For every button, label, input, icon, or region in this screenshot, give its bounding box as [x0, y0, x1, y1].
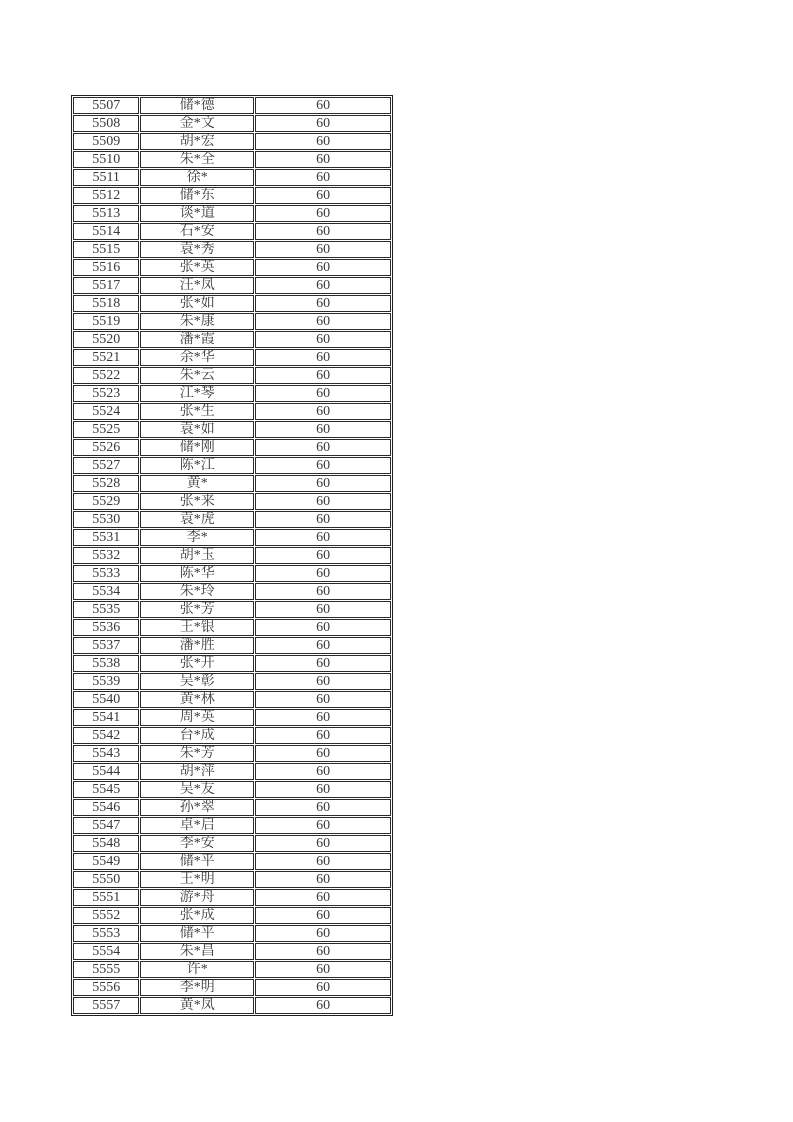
- cell-name: 储*平: [140, 925, 254, 942]
- table-row: [73, 979, 391, 996]
- cell-score: 60: [255, 529, 391, 546]
- cell-id: 5530: [73, 511, 139, 528]
- table-row: [73, 709, 391, 726]
- cell-score: 60: [255, 997, 391, 1014]
- cell-id: 5543: [73, 745, 139, 762]
- cell-score: 60: [255, 151, 391, 168]
- cell-id: 5534: [73, 583, 139, 600]
- table-row: [73, 565, 391, 582]
- cell-name: 徐*: [140, 169, 254, 186]
- cell-id: 5544: [73, 763, 139, 780]
- cell-id: 5516: [73, 259, 139, 276]
- cell-id: 5551: [73, 889, 139, 906]
- table-row: [73, 781, 391, 798]
- table-row: [73, 295, 391, 312]
- cell-name: 张*来: [140, 493, 254, 510]
- table-row: [73, 133, 391, 150]
- table-row: [73, 763, 391, 780]
- table-row: [73, 169, 391, 186]
- cell-id: 5557: [73, 997, 139, 1014]
- cell-id: 5517: [73, 277, 139, 294]
- cell-score: 60: [255, 241, 391, 258]
- cell-score: 60: [255, 781, 391, 798]
- cell-score: 60: [255, 691, 391, 708]
- cell-id: 5546: [73, 799, 139, 816]
- table-row: [73, 277, 391, 294]
- cell-name: 储*德: [140, 97, 254, 114]
- table-row: [73, 367, 391, 384]
- cell-id: 5509: [73, 133, 139, 150]
- cell-id: 5525: [73, 421, 139, 438]
- table-row: [73, 241, 391, 258]
- cell-score: 60: [255, 979, 391, 996]
- cell-id: 5538: [73, 655, 139, 672]
- cell-score: 60: [255, 709, 391, 726]
- table-row: [73, 349, 391, 366]
- table-row: [73, 547, 391, 564]
- cell-score: 60: [255, 583, 391, 600]
- cell-name: 胡*萍: [140, 763, 254, 780]
- cell-name: 陈*华: [140, 565, 254, 582]
- cell-score: 60: [255, 349, 391, 366]
- cell-score: 60: [255, 763, 391, 780]
- cell-id: 5511: [73, 169, 139, 186]
- table-row: [73, 853, 391, 870]
- cell-score: 60: [255, 907, 391, 924]
- cell-score: 60: [255, 115, 391, 132]
- cell-id: 5547: [73, 817, 139, 834]
- table-row: [73, 907, 391, 924]
- table-row: [73, 925, 391, 942]
- cell-name: 张*生: [140, 403, 254, 420]
- cell-id: 5524: [73, 403, 139, 420]
- table-row: [73, 385, 391, 402]
- cell-id: 5539: [73, 673, 139, 690]
- cell-id: 5528: [73, 475, 139, 492]
- cell-score: 60: [255, 331, 391, 348]
- cell-id: 5535: [73, 601, 139, 618]
- cell-id: 5527: [73, 457, 139, 474]
- cell-name: 江*琴: [140, 385, 254, 402]
- table-row: [73, 799, 391, 816]
- cell-id: 5519: [73, 313, 139, 330]
- cell-name: 金*文: [140, 115, 254, 132]
- cell-id: 5548: [73, 835, 139, 852]
- cell-score: 60: [255, 673, 391, 690]
- cell-score: 60: [255, 925, 391, 942]
- cell-name: 孙*翠: [140, 799, 254, 816]
- table-row: [73, 187, 391, 204]
- cell-name: 张*芳: [140, 601, 254, 618]
- cell-score: 60: [255, 799, 391, 816]
- cell-id: 5536: [73, 619, 139, 636]
- cell-id: 5512: [73, 187, 139, 204]
- cell-name: 袁*虎: [140, 511, 254, 528]
- table-row: [73, 403, 391, 420]
- cell-score: 60: [255, 637, 391, 654]
- cell-id: 5552: [73, 907, 139, 924]
- cell-score: 60: [255, 421, 391, 438]
- cell-score: 60: [255, 853, 391, 870]
- cell-name: 陈*江: [140, 457, 254, 474]
- cell-name: 黄*林: [140, 691, 254, 708]
- table-row: [73, 601, 391, 618]
- cell-score: 60: [255, 745, 391, 762]
- cell-name: 余*华: [140, 349, 254, 366]
- table-row: [73, 259, 391, 276]
- cell-score: 60: [255, 943, 391, 960]
- cell-score: 60: [255, 475, 391, 492]
- cell-score: 60: [255, 889, 391, 906]
- table-row: [73, 511, 391, 528]
- cell-id: 5518: [73, 295, 139, 312]
- table-row: [73, 961, 391, 978]
- cell-name: 谈*道: [140, 205, 254, 222]
- cell-id: 5531: [73, 529, 139, 546]
- cell-id: 5520: [73, 331, 139, 348]
- cell-score: 60: [255, 547, 391, 564]
- cell-score: 60: [255, 655, 391, 672]
- table-row: [73, 457, 391, 474]
- cell-name: 张*英: [140, 259, 254, 276]
- table-row: [73, 619, 391, 636]
- cell-score: 60: [255, 835, 391, 852]
- cell-id: 5522: [73, 367, 139, 384]
- cell-name: 储*东: [140, 187, 254, 204]
- cell-id: 5550: [73, 871, 139, 888]
- cell-name: 王*明: [140, 871, 254, 888]
- table-row: [73, 583, 391, 600]
- table-row: [73, 331, 391, 348]
- cell-score: 60: [255, 97, 391, 114]
- table-row: [73, 493, 391, 510]
- table-row: [73, 151, 391, 168]
- cell-name: 周*英: [140, 709, 254, 726]
- table-row: [73, 817, 391, 834]
- cell-score: 60: [255, 439, 391, 456]
- cell-name: 朱*云: [140, 367, 254, 384]
- cell-name: 许*: [140, 961, 254, 978]
- cell-id: 5526: [73, 439, 139, 456]
- cell-score: 60: [255, 619, 391, 636]
- cell-id: 5507: [73, 97, 139, 114]
- cell-id: 5529: [73, 493, 139, 510]
- cell-score: 60: [255, 601, 391, 618]
- cell-id: 5542: [73, 727, 139, 744]
- cell-id: 5533: [73, 565, 139, 582]
- table-row: [73, 313, 391, 330]
- cell-name: 朱*昌: [140, 943, 254, 960]
- cell-name: 潘*胜: [140, 637, 254, 654]
- cell-id: 5555: [73, 961, 139, 978]
- score-table: [71, 95, 393, 1016]
- cell-name: 李*安: [140, 835, 254, 852]
- table-row: [73, 637, 391, 654]
- cell-id: 5541: [73, 709, 139, 726]
- table-row: [73, 115, 391, 132]
- cell-id: 5556: [73, 979, 139, 996]
- cell-score: 60: [255, 493, 391, 510]
- table-row: [73, 871, 391, 888]
- cell-id: 5549: [73, 853, 139, 870]
- table-row: [73, 475, 391, 492]
- cell-score: 60: [255, 727, 391, 744]
- table-row: [73, 727, 391, 744]
- cell-score: 60: [255, 961, 391, 978]
- cell-id: 5545: [73, 781, 139, 798]
- cell-name: 汪*凤: [140, 277, 254, 294]
- cell-name: 张*成: [140, 907, 254, 924]
- cell-name: 卓*启: [140, 817, 254, 834]
- cell-name: 张*开: [140, 655, 254, 672]
- cell-name: 李*明: [140, 979, 254, 996]
- cell-name: 台*成: [140, 727, 254, 744]
- cell-score: 60: [255, 205, 391, 222]
- cell-id: 5532: [73, 547, 139, 564]
- cell-name: 李*: [140, 529, 254, 546]
- table-row: [73, 97, 391, 114]
- cell-name: 吴*友: [140, 781, 254, 798]
- cell-name: 袁*如: [140, 421, 254, 438]
- cell-name: 游*舟: [140, 889, 254, 906]
- cell-name: 胡*玉: [140, 547, 254, 564]
- cell-score: 60: [255, 367, 391, 384]
- cell-name: 朱*玲: [140, 583, 254, 600]
- table-row: [73, 223, 391, 240]
- cell-name: 潘*霞: [140, 331, 254, 348]
- table-row: [73, 205, 391, 222]
- cell-score: 60: [255, 565, 391, 582]
- table-row: [73, 655, 391, 672]
- table-row: [73, 529, 391, 546]
- cell-name: 朱*芳: [140, 745, 254, 762]
- cell-score: 60: [255, 871, 391, 888]
- cell-name: 黄*: [140, 475, 254, 492]
- cell-name: 袁*秀: [140, 241, 254, 258]
- cell-id: 5513: [73, 205, 139, 222]
- cell-name: 朱*全: [140, 151, 254, 168]
- table-row: [73, 889, 391, 906]
- cell-id: 5554: [73, 943, 139, 960]
- cell-score: 60: [255, 295, 391, 312]
- cell-name: 王*银: [140, 619, 254, 636]
- cell-id: 5553: [73, 925, 139, 942]
- table-row: [73, 673, 391, 690]
- table-row: [73, 745, 391, 762]
- cell-name: 吴*彰: [140, 673, 254, 690]
- table-row: [73, 439, 391, 456]
- cell-name: 储*平: [140, 853, 254, 870]
- cell-score: 60: [255, 169, 391, 186]
- cell-name: 储*刚: [140, 439, 254, 456]
- cell-name: 朱*康: [140, 313, 254, 330]
- cell-score: 60: [255, 313, 391, 330]
- cell-score: 60: [255, 457, 391, 474]
- cell-id: 5510: [73, 151, 139, 168]
- table-row: [73, 691, 391, 708]
- cell-id: 5521: [73, 349, 139, 366]
- cell-score: 60: [255, 511, 391, 528]
- table-body: [73, 97, 391, 1014]
- cell-score: 60: [255, 187, 391, 204]
- cell-name: 石*安: [140, 223, 254, 240]
- cell-id: 5540: [73, 691, 139, 708]
- cell-score: 60: [255, 403, 391, 420]
- table-row: [73, 943, 391, 960]
- cell-name: 黄*凤: [140, 997, 254, 1014]
- cell-id: 5515: [73, 241, 139, 258]
- cell-id: 5523: [73, 385, 139, 402]
- cell-score: 60: [255, 277, 391, 294]
- cell-score: 60: [255, 133, 391, 150]
- cell-name: 张*如: [140, 295, 254, 312]
- cell-id: 5514: [73, 223, 139, 240]
- cell-score: 60: [255, 223, 391, 240]
- cell-score: 60: [255, 259, 391, 276]
- table-row: [73, 835, 391, 852]
- cell-score: 60: [255, 385, 391, 402]
- cell-score: 60: [255, 817, 391, 834]
- table-row: [73, 997, 391, 1014]
- cell-name: 胡*宏: [140, 133, 254, 150]
- cell-id: 5537: [73, 637, 139, 654]
- table-row: [73, 421, 391, 438]
- cell-id: 5508: [73, 115, 139, 132]
